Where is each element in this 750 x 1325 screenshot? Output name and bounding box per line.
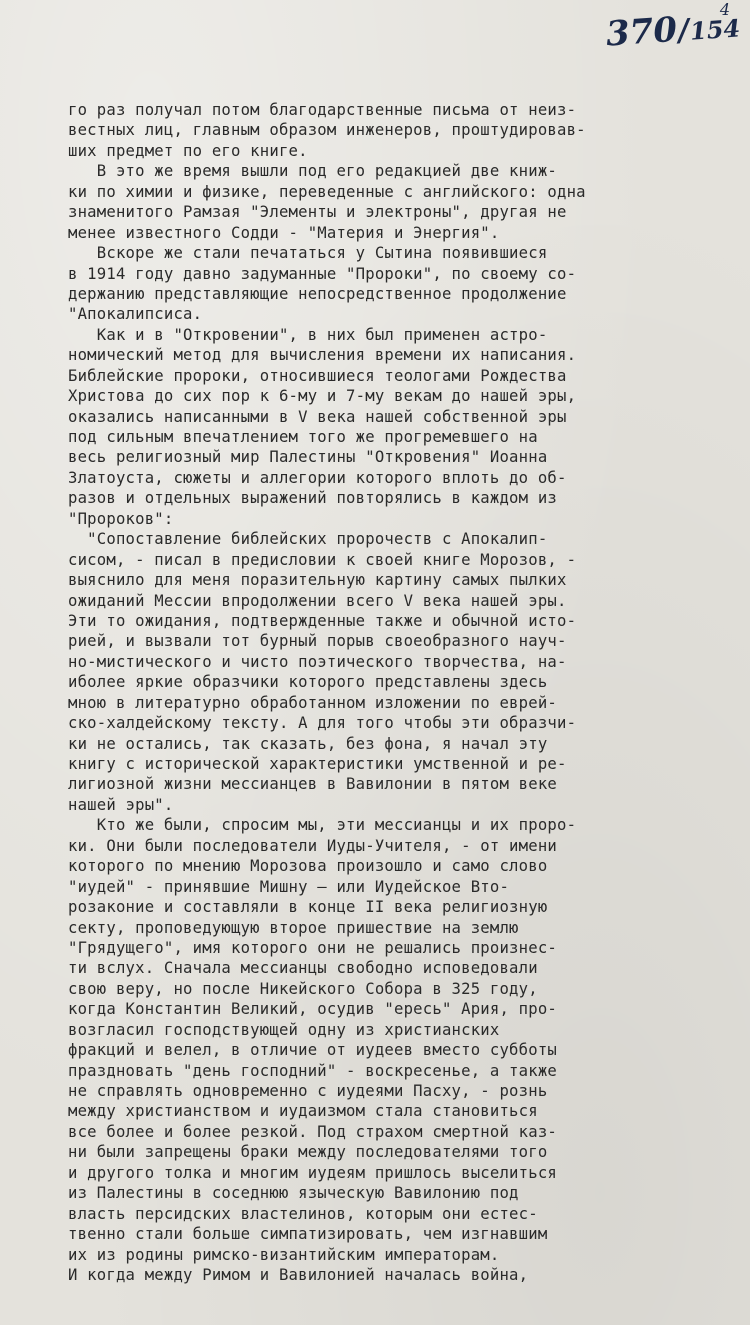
text-line: не справлять одновременно с иудеями Пасху, - рознь [68, 1082, 548, 1100]
text-line: И когда между Римом и Вавилонией началась война, [68, 1265, 529, 1284]
text-line: ско-халдейскому тексту. А для того чтобы эти образчи- [68, 714, 577, 733]
text-line: Кто же были, спросим мы, эти мессианцы и их проро- [68, 816, 577, 835]
text-line: Эти то ожидания, подтвержденные также и обычной исто- [68, 611, 577, 630]
text-line: власть персидских властелинов, которым они естес- [68, 1204, 538, 1223]
text-line: "Сопоставление библейских пророчеств с Апокалип- [68, 530, 548, 549]
text-line: номический метод для вычисления времени их написания. [68, 346, 577, 365]
text-line: нашей эры". [68, 795, 174, 814]
text-line: под сильным впечатлением того же прогремевшего на [68, 428, 538, 446]
text-line: секту, проповедующую второе пришествие на землю [68, 918, 519, 937]
text-line: все более и более резкой. Под страхом смертной каз- [68, 1122, 557, 1141]
text-line: ти вслух. Сначала мессианцы свободно исповедовали [68, 959, 538, 978]
text-line: Вскоре же стали печататься у Сытина появившиеся [68, 244, 548, 263]
text-line: В это же время вышли под его редакцией две книж- [68, 162, 557, 181]
text-line: между христианством и иудаизмом стала становиться [68, 1102, 538, 1121]
text-line: ни были запрещены браки между последователями того [68, 1143, 548, 1162]
text-line: выяснило для меня поразительную картину самых пылких [68, 571, 567, 590]
text-line: книгу с исторической характеристики умственной и ре- [68, 755, 567, 773]
text-line: Библейские пророки, относившиеся теологами Рождества [68, 366, 567, 385]
text-line: рией, и вызвали тот бурный порыв своеобразного науч- [68, 632, 567, 651]
text-line: лигиозной жизни мессианцев в Вавилонии в пятом веке [68, 775, 557, 794]
text-line: держанию представляющие непосредственное продолжение [68, 284, 567, 303]
text-line: ки не остались, так сказать, без фона, я начал эту [68, 734, 548, 753]
text-line: вестных лиц, главным образом инженеров, проштудировав- [68, 121, 586, 140]
text-line: твенно стали больше симпатизировать, чем изгнавшим [68, 1225, 548, 1244]
text-line: ки по химии и физике, переведенные с английского: одна [68, 182, 586, 201]
body-text [68, 100, 738, 1285]
text-line: го раз получал потом благодарственные письма от неиз- [68, 101, 577, 119]
text-line: когда Константин Великий, осудив "ересь" Ария, про- [68, 1000, 557, 1019]
text-line: менее известного Содди - "Материя и Энергия". [68, 223, 500, 242]
corner-handwritten-mark: 4 [719, 0, 730, 19]
archive-number-primary: 370 [604, 9, 679, 55]
text-line: розаконие и составляли в конце II века религиозную [68, 898, 548, 917]
text-line: разов и отдельных выражений повторялись в каждом из [68, 489, 557, 508]
text-line: свою веру, но после Никейского Собора в 325 году, [68, 979, 538, 998]
text-line: оказались написанными в V века нашей собственной эры [68, 407, 567, 426]
text-line: сисом, - писал в предисловии к своей книге Морозов, - [68, 550, 577, 569]
text-line: и другого толка и многим иудеям пришлось выселиться [68, 1163, 557, 1182]
text-line: их из родины римско-византийским императорам. [68, 1245, 500, 1264]
text-line: иболее яркие образчики которого представлены здесь [68, 673, 548, 692]
text-line: мною в литературно обработанном изложении по еврей- [68, 693, 557, 712]
text-line: ших предмет по его книге. [68, 141, 308, 160]
text-line: весь религиозный мир Палестины "Откровения" Иоанна [68, 448, 548, 467]
text-line: праздновать "день господний" - воскресенье, а также [68, 1061, 557, 1080]
text-line: из Палестины в соседнюю языческую Вавилонию под [68, 1184, 519, 1203]
text-line: "Апокалипсиса. [68, 305, 203, 324]
archive-number-secondary: 154 [689, 13, 742, 46]
text-line: "Пророков": [68, 509, 174, 528]
text-line: ожиданий Мессии впродолжении всего V века нашей эры. [68, 591, 567, 610]
text-line: Как и в "Откровении", в них был применен астро- [68, 325, 548, 344]
text-line: но-мистического и чисто поэтического творчества, на- [68, 652, 567, 671]
archive-number-separator: / [676, 12, 691, 49]
text-line: знаменитого Рамзая "Элементы и электроны", другая не [68, 203, 567, 222]
text-line: Златоуста, сюжеты и аллегории которого вплоть до об- [68, 468, 567, 487]
text-line: "иудей" - принявшие Мишну — или Иудейское Вто- [68, 877, 510, 896]
text-line: фракций и велел, в отличие от иудеев вместо субботы [68, 1041, 557, 1060]
text-line: "Грядущего", имя которого они не решались произнес- [68, 938, 557, 957]
text-line: возгласил господствующей одну из христианских [68, 1020, 500, 1039]
text-line: в 1914 году давно задуманные "Пророки", по своему со- [68, 264, 577, 283]
text-line: которого по мнению Морозова произошло и само слово [68, 857, 548, 876]
archive-page-number [605, 5, 742, 54]
text-line: Христова до сих пор к 6-му и 7-му векам до нашей эры, [68, 387, 577, 406]
text-line: ки. Они были последователи Иуды-Учителя, - от имени [68, 836, 557, 855]
